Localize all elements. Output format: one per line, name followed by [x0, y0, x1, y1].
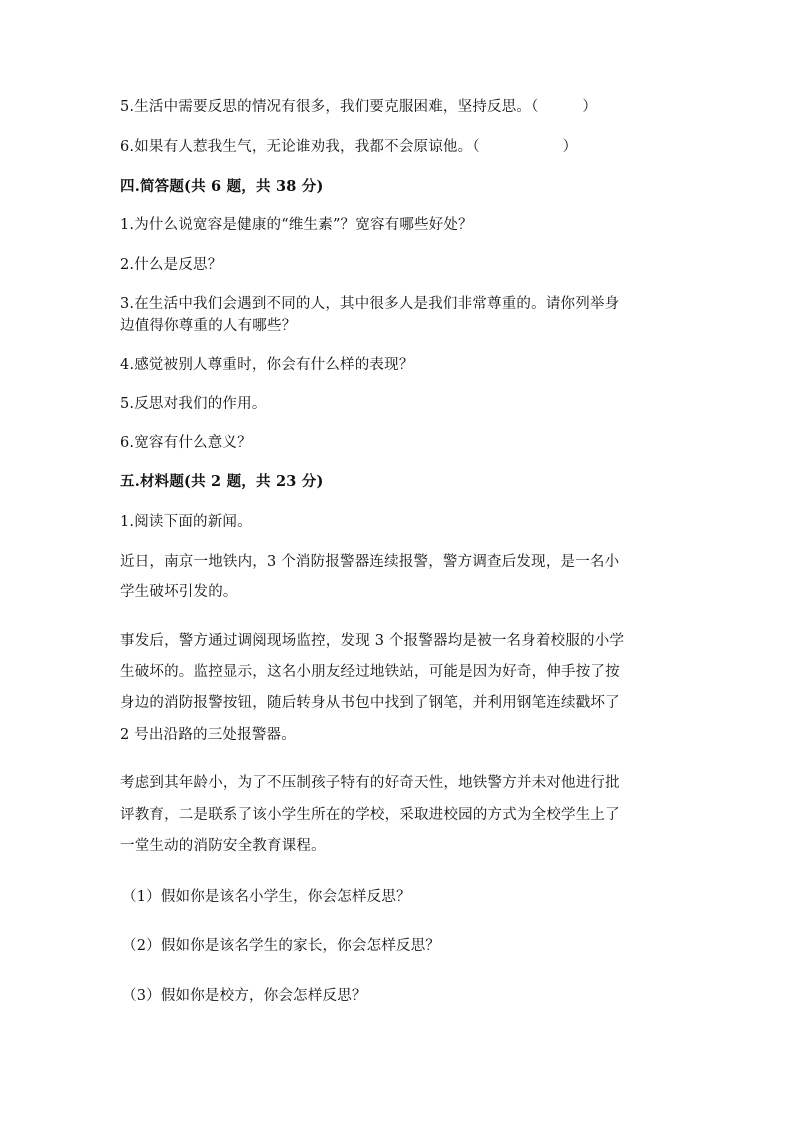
news-paragraph-2-line-1: 事发后，警方通过调阅现场监控，发现 3 个报警器均是被一名身着校服的小学 [120, 633, 625, 649]
short-answer-question-4: 4.感觉被别人尊重时，你会有什么样的表现？ [120, 357, 414, 373]
news-paragraph-3-line-2: 评教育，二是联系了该小学生所在的学校，采取进校园的方式为全校学生上了 [120, 807, 620, 823]
news-paragraph-2-line-4: 2 号出沿路的三处报警器。 [120, 727, 296, 743]
sub-question-1: （1）假如你是该名小学生，你会怎样反思？ [122, 889, 411, 905]
news-paragraph-2-line-2: 生破坏的。监控显示，这名小朋友经过地铁站，可能是因为好奇，伸手按了按 [120, 664, 620, 680]
news-paragraph-3-line-1: 考虑到其年龄小，为了不压制孩子特有的好奇天性，地铁警方并未对他进行批 [120, 775, 620, 791]
sub-question-3: （3）假如你是校方，你会怎样反思？ [122, 988, 367, 1004]
news-paragraph-1-line-1: 近日，南京一地铁内，3 个消防报警器连续报警，警方调查后发现，是一名小 [120, 554, 620, 570]
short-answer-question-6: 6.宽容有什么意义？ [120, 435, 252, 451]
news-paragraph-1-line-2: 学生破坏引发的。 [120, 584, 238, 600]
news-paragraph-3-line-3: 一堂生动的消防安全教育课程。 [120, 838, 326, 854]
short-answer-question-5: 5.反思对我们的作用。 [120, 396, 267, 412]
material-question-1: 1.阅读下面的新闻。 [120, 514, 252, 530]
judgment-question-6: 6.如果有人惹我生气，无论谁劝我，我都不会原谅他。（ ） [120, 139, 578, 155]
section-heading-material: 五.材料题(共 2 题，共 23 分) [120, 473, 324, 490]
short-answer-question-3-line-2: 边值得你尊重的人有哪些？ [120, 318, 297, 334]
section-heading-short-answer: 四.简答题(共 6 题，共 38 分) [120, 178, 324, 195]
short-answer-question-3-line-1: 3.在生活中我们会遇到不同的人，其中很多人是我们非常尊重的。请你列举身 [120, 296, 620, 312]
short-answer-question-1: 1.为什么说宽容是健康的“维生素”？宽容有哪些好处？ [120, 217, 473, 233]
judgment-question-5: 5.生活中需要反思的情况有很多，我们要克服困难，坚持反思。（ ） [120, 99, 598, 115]
short-answer-question-2: 2.什么是反思？ [120, 257, 223, 273]
news-paragraph-2-line-3: 身边的消防报警按钮，随后转身从书包中找到了钢笔，并利用钢笔连续戳坏了 [120, 695, 620, 711]
sub-question-2: （2）假如你是该名学生的家长，你会怎样反思？ [122, 938, 441, 954]
